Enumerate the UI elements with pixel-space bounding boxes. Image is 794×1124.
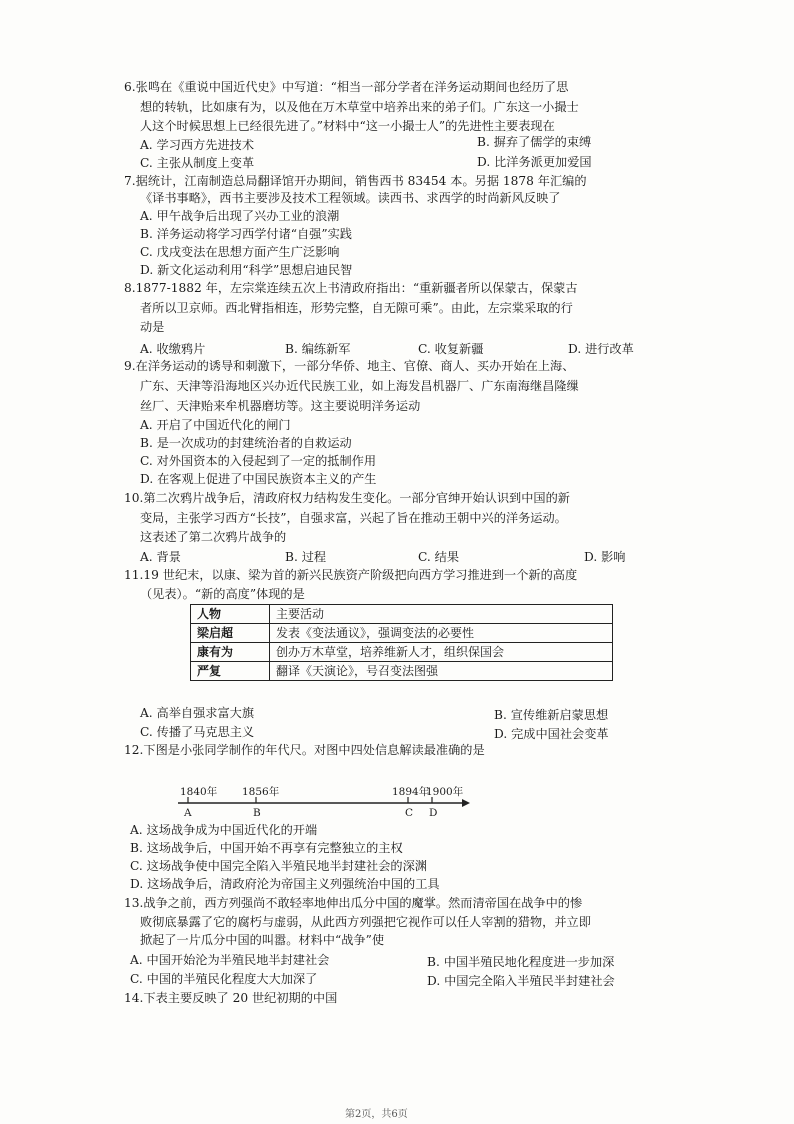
q12-timeline xyxy=(176,781,472,823)
table-cell: 发表《变法通议》，强调变法的必要性 xyxy=(270,624,613,643)
q7-option-d: D. 新文化运动利用“科学”思想启迪民智 xyxy=(140,263,353,277)
q10-option-b: B. 过程 xyxy=(285,550,327,564)
q9-line-1: 9.在洋务运动的诱导和刺激下，一部分华侨、地主、官僚、商人、买办开始在上海、 xyxy=(124,359,575,373)
table-row xyxy=(191,624,613,643)
q11-option-a: A. 高举自强求富大旗 xyxy=(140,706,255,720)
q13-option-c: C. 中国的半殖民化程度大大加深了 xyxy=(130,972,318,986)
timeline-year-1840: 1840年 xyxy=(180,786,218,798)
q10-option-a: A. 背景 xyxy=(140,550,181,564)
q8-option-d: D. 进行改革 xyxy=(568,342,634,356)
table-header-row xyxy=(191,605,613,624)
q6-line-2: 想的转轨，比如康有为，以及他在万木草堂中培养出来的弟子们。广东这一小撮士 xyxy=(140,100,579,114)
q9-option-d: D. 在客观上促进了中国民族资本主义的产生 xyxy=(140,472,377,486)
table-cell: 翻译《天演论》，号召变法图强 xyxy=(270,662,613,681)
timeline-letter-a: A xyxy=(184,807,192,819)
table-row xyxy=(191,662,613,681)
q10-option-d: D. 影响 xyxy=(584,550,626,564)
q6-option-c: C. 主张从制度上变革 xyxy=(140,156,255,170)
table-cell: 梁启超 xyxy=(191,624,270,643)
q6-line-1: 6.张鸣在《重说中国近代史》中写道：“相当一部分学者在洋务运动期间也经历了思 xyxy=(124,80,569,94)
q11-table xyxy=(190,604,613,681)
q11-line-2: （见表）。“新的高度”体现的是 xyxy=(140,587,305,601)
timeline-year-1900: 1900年 xyxy=(426,786,464,798)
q9-option-c: C. 对外国资本的入侵起到了一定的抵制作用 xyxy=(140,454,377,468)
timeline-letter-d: D xyxy=(429,807,438,819)
q12-option-a: A. 这场战争成为中国近代化的开端 xyxy=(130,823,318,837)
q10-line-3: 这表述了第二次鸦片战争的 xyxy=(140,530,287,544)
q8-option-a: A. 收缴鸦片 xyxy=(140,342,206,356)
q6-option-b: B. 摒弃了儒学的束缚 xyxy=(477,135,592,149)
q14-line-1: 14.下表主要反映了 20 世纪初期的中国 xyxy=(124,991,338,1005)
q12-option-c: C. 这场战争使中国完全陷入半殖民地半封建社会的深渊 xyxy=(130,859,427,873)
q6-option-d: D. 比洋务派更加爱国 xyxy=(477,155,592,169)
timeline-year-1894: 1894年 xyxy=(392,786,430,798)
table-header-cell: 人物 xyxy=(191,605,270,624)
q10-option-c: C. 结果 xyxy=(418,550,460,564)
q12-option-b: B. 这场战争后，中国开始不再享有完整独立的主权 xyxy=(130,841,403,855)
timeline-letter-b: B xyxy=(253,807,261,819)
q11-option-c: C. 传播了马克思主义 xyxy=(140,725,255,739)
q12-line-1: 12.下图是小张同学制作的年代尺。对图中四处信息解读最准确的是 xyxy=(124,743,485,757)
q13-line-2: 败彻底暴露了它的腐朽与虚弱，从此西方列强把它视作可以任人宰割的猎物，并立即 xyxy=(140,915,591,929)
q11-line-1: 11.19 世纪末，以康、梁为首的新兴民族资产阶级把向西方学习推进到一个新的高度 xyxy=(124,568,578,582)
q9-option-b: B. 是一次成功的封建统治者的自救运动 xyxy=(140,436,352,450)
q13-option-b: B. 中国半殖民地化程度进一步加深 xyxy=(427,955,615,969)
q11-option-b: B. 宣传维新启蒙思想 xyxy=(494,708,609,722)
q9-line-2: 广东、天津等沿海地区兴办近代民族工业，如上海发昌机器厂、广东南海继昌隆缫 xyxy=(140,379,579,393)
q8-line-1: 8.1877-1882 年，左宗棠连续五次上书清政府指出：“重新疆者所以保蒙古，保蒙古 xyxy=(124,281,578,295)
q9-line-3: 丝厂、天津贻来牟机器磨坊等。这主要说明洋务运动 xyxy=(140,399,421,413)
q7-option-a: A. 甲午战争后出现了兴办工业的浪潮 xyxy=(140,209,340,223)
q6-line-3: 人这个时候思想上已经很先进了。”材料中“这一小撮士人”的先进性主要表现在 xyxy=(140,119,555,133)
q8-option-c: C. 收复新疆 xyxy=(418,342,484,356)
q13-option-a: A. 中国开始沦为半殖民地半封建社会 xyxy=(130,953,330,967)
q11-option-d: D. 完成中国社会变革 xyxy=(494,727,609,741)
q10-line-2: 变局，主张学习西方“长技”，自强求富，兴起了旨在推动王朝中兴的洋务运动。 xyxy=(140,511,567,525)
timeline-year-1856: 1856年 xyxy=(242,786,280,798)
page-footer: 第2页，共6页 xyxy=(345,1109,408,1120)
table-cell: 严复 xyxy=(191,662,270,681)
timeline-letter-c: C xyxy=(405,807,414,819)
q7-option-b: B. 洋务运动将学习西学付诸“自强”实践 xyxy=(140,227,352,241)
q13-line-1: 13.战争之前，西方列强尚不敢轻率地伸出瓜分中国的魔掌。然而清帝国在战争中的惨 xyxy=(124,896,583,910)
q7-line-2: 《译书事略》，西书主要涉及技术工程领域。读西书、求西学的时尚新风反映了 xyxy=(140,191,561,205)
table-cell: 康有为 xyxy=(191,643,270,662)
timeline-arrow xyxy=(462,799,470,807)
q12-option-d: D. 这场战争后，清政府沦为帝国主义列强统治中国的工具 xyxy=(130,877,440,891)
q13-option-d: D. 中国完全陷入半殖民半封建社会 xyxy=(427,974,615,988)
q7-option-c: C. 戊戌变法在思想方面产生广泛影响 xyxy=(140,245,340,259)
q13-line-3: 掀起了一片瓜分中国的叫嚣。材料中“战争”使 xyxy=(140,933,385,947)
table-row xyxy=(191,643,613,662)
q8-line-2: 者所以卫京师。西北臂指相连，形势完整，自无隙可乘”。由此，左宗棠采取的行 xyxy=(140,301,573,315)
q7-line-1: 7.据统计，江南制造总局翻译馆开办期间，销售西书 83454 本。另据 1878 年汇编的 xyxy=(124,174,587,188)
q8-line-3: 动是 xyxy=(140,320,165,334)
q8-option-b: B. 编练新军 xyxy=(285,342,351,356)
q6-option-a: A. 学习西方先进技术 xyxy=(140,138,255,152)
q10-line-1: 10.第二次鸦片战争后，清政府权力结构发生变化。一部分官绅开始认识到中国的新 xyxy=(124,491,570,505)
table-cell: 创办万木草堂，培养维新人才，组织保国会 xyxy=(270,643,613,662)
table-header-cell: 主要活动 xyxy=(270,605,613,624)
q9-option-a: A. 开启了中国近代化的闸门 xyxy=(140,418,291,432)
